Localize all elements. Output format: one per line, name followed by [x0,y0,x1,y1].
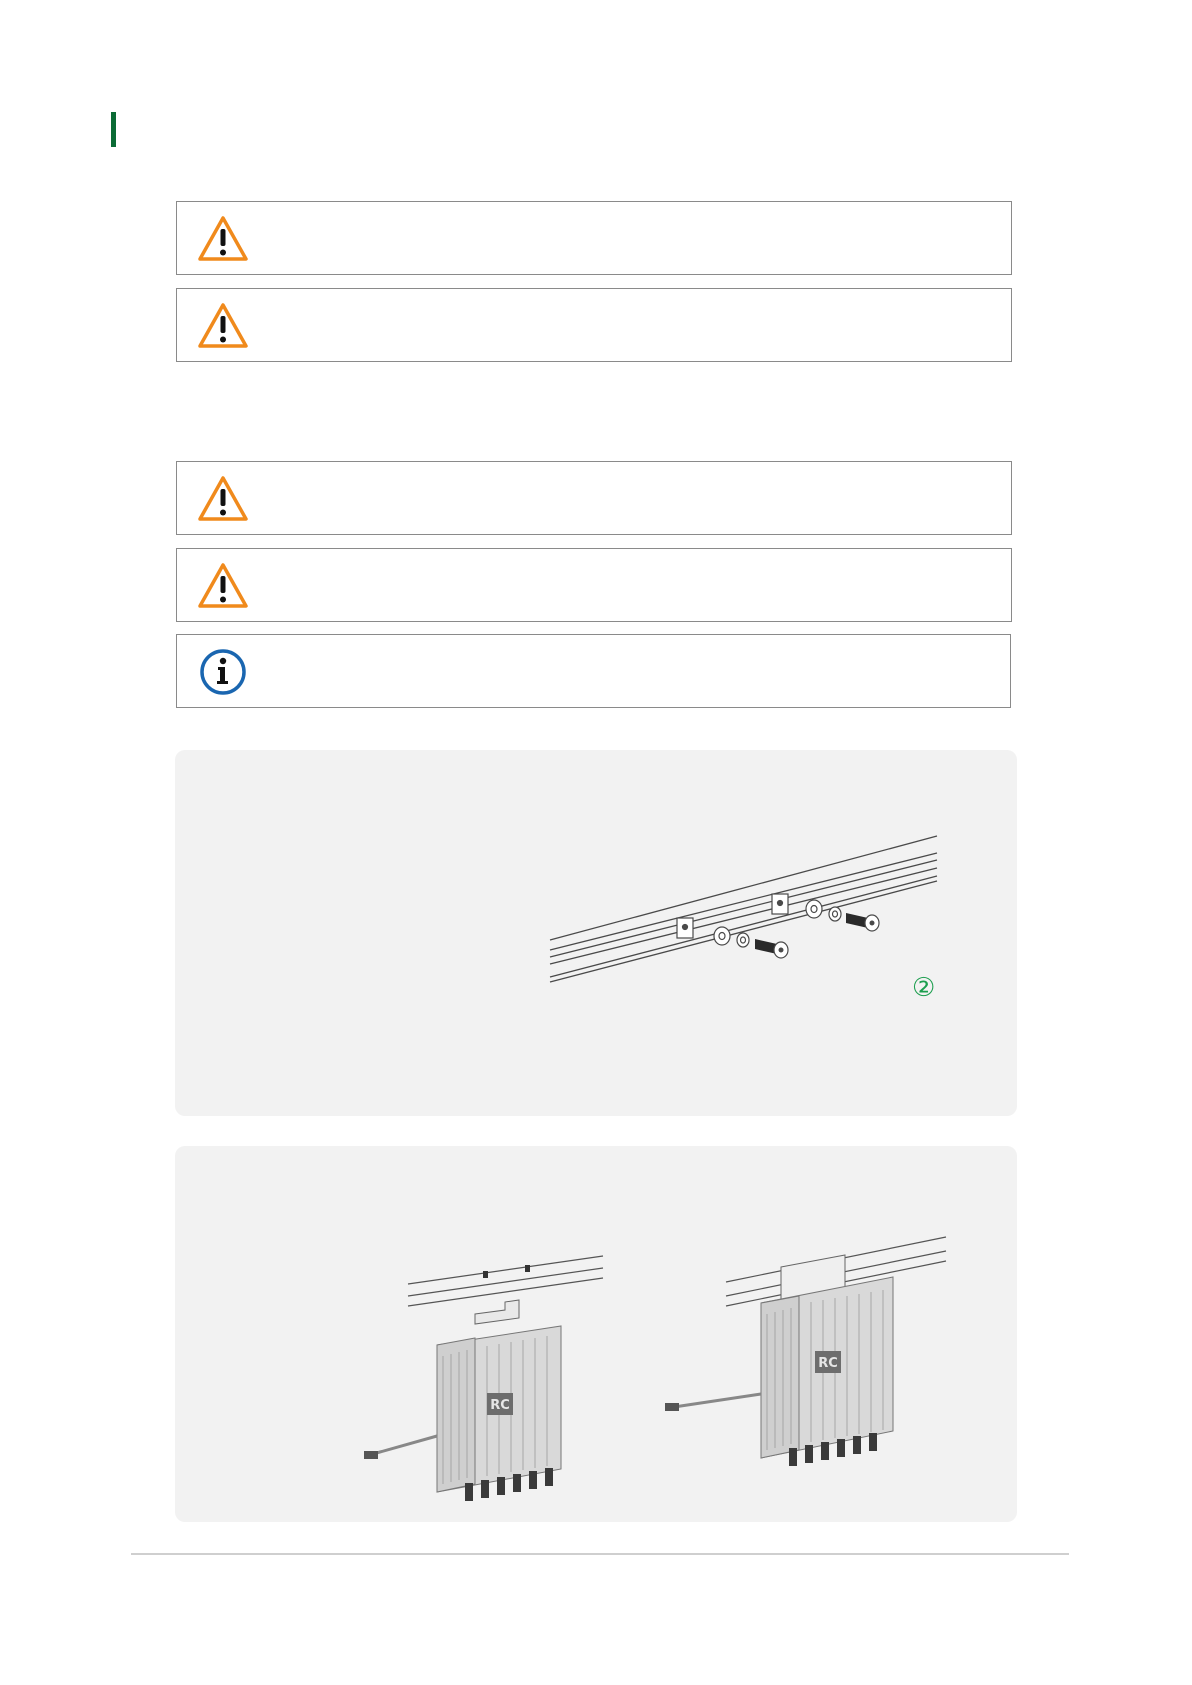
warning-triangle-icon [197,474,249,524]
warning-triangle-icon [197,561,249,611]
inverter-left [364,1300,561,1501]
rail-bolt-diagram [175,750,1017,1116]
warning-callout-4 [176,548,1012,622]
inverter-right [665,1255,893,1466]
warning-triangle-icon [197,301,249,351]
figure-panel-inverter-mount [175,1146,1017,1522]
figure-panel-rail-bolts [175,750,1017,1116]
step-label: ② [912,973,936,1003]
warning-callout-2 [176,288,1012,362]
warning-callout-3 [176,461,1012,535]
inverter-mount-diagram [175,1146,1017,1522]
inverter-logo-right: RC [818,1356,838,1371]
warning-triangle-icon [197,214,249,264]
footer-divider [131,1553,1069,1555]
inverter-logo-left: RC [490,1398,510,1413]
section-accent-bar [111,112,116,147]
info-callout [176,634,1011,708]
info-circle-icon [197,647,249,697]
warning-callout-1 [176,201,1012,275]
